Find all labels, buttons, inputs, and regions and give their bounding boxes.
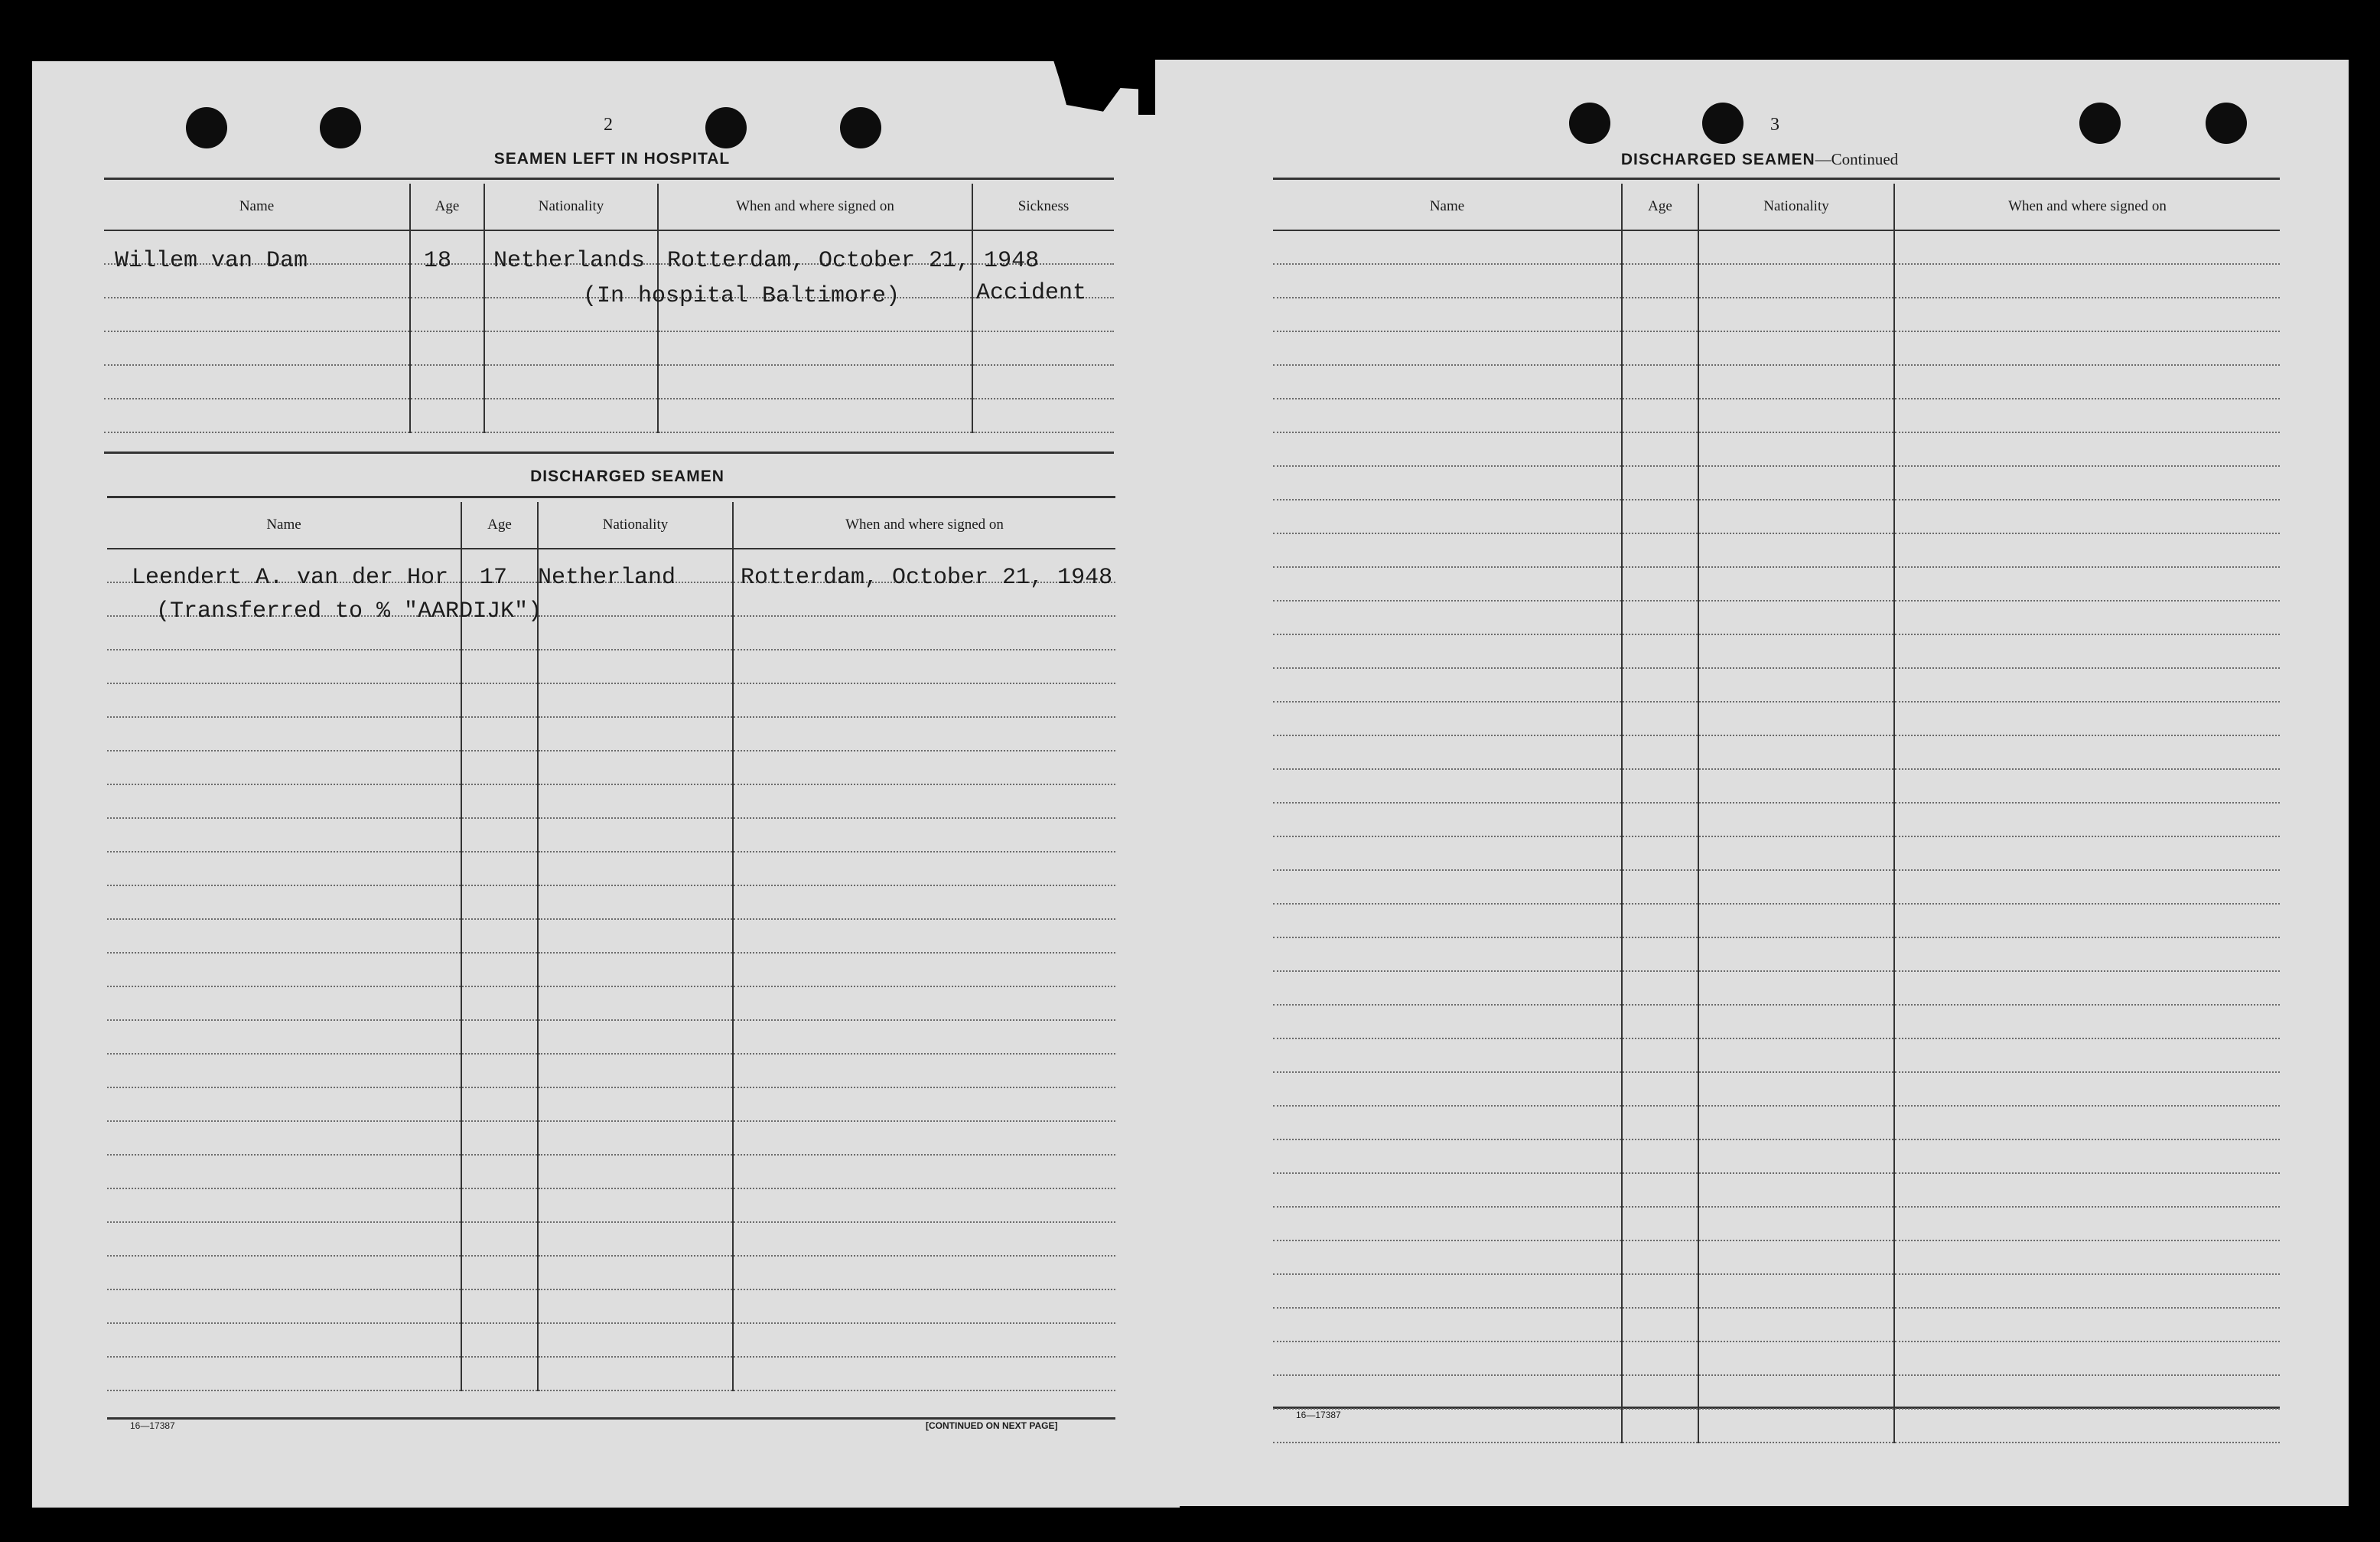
form-number: 16—17387 xyxy=(130,1420,175,1431)
table-row xyxy=(104,399,1114,432)
table-row xyxy=(1273,937,2280,971)
table-row xyxy=(1273,298,2280,331)
hospital-table xyxy=(104,178,1114,454)
col-header-signed-on: When and where signed on xyxy=(733,502,1115,549)
hospital-section-title: SEAMEN LEFT IN HOSPITAL xyxy=(493,150,731,168)
table-row xyxy=(1273,1342,2280,1375)
table-row xyxy=(1273,1207,2280,1240)
table-row xyxy=(107,1087,1115,1121)
table-row xyxy=(1273,230,2280,264)
discharged-entry-signed-on: Rotterdam, October 21, 1948 xyxy=(741,565,1113,591)
col-header-sickness: Sickness xyxy=(972,184,1114,230)
discharged-entry-nationality: Netherland xyxy=(538,565,676,591)
col-header-nationality: Nationality xyxy=(538,502,733,549)
right-section-title: DISCHARGED SEAMEN—Continued xyxy=(1620,150,1899,168)
table-row xyxy=(1273,1240,2280,1274)
col-header-age: Age xyxy=(461,502,538,549)
discharged-entry-age: 17 xyxy=(480,565,508,591)
binder-hole xyxy=(1702,103,1743,144)
table-row xyxy=(1273,1106,2280,1139)
page-gap xyxy=(1138,0,1155,115)
table-row xyxy=(107,683,1115,717)
table-row xyxy=(1273,769,2280,803)
table-row xyxy=(107,1020,1115,1054)
page-number: 3 xyxy=(1770,115,1779,135)
binder-hole xyxy=(2079,103,2121,144)
col-header-age: Age xyxy=(410,184,484,230)
binder-hole xyxy=(840,107,881,148)
table-row xyxy=(1273,1308,2280,1342)
table-row xyxy=(107,1256,1115,1289)
table-row xyxy=(104,365,1114,399)
table-row xyxy=(107,1188,1115,1222)
table-row xyxy=(1273,904,2280,937)
page-number: 2 xyxy=(604,115,613,135)
table-row xyxy=(1273,1139,2280,1173)
table-row xyxy=(107,986,1115,1020)
table-row xyxy=(107,1222,1115,1256)
table-row xyxy=(107,1155,1115,1188)
table-row xyxy=(107,818,1115,852)
binder-hole xyxy=(1569,103,1610,144)
table-row xyxy=(1273,803,2280,836)
table-row xyxy=(107,1289,1115,1323)
table-row xyxy=(1273,500,2280,533)
binder-hole xyxy=(186,107,227,148)
discharged-table xyxy=(107,496,1115,1420)
discharged-entry-note: (Transferred to % "AARDIJK") xyxy=(156,598,542,624)
table-row xyxy=(1273,1409,2280,1443)
table-row xyxy=(104,331,1114,365)
binder-hole xyxy=(320,107,361,148)
right-discharged-table xyxy=(1273,178,2280,1409)
form-number: 16—17387 xyxy=(1296,1410,1341,1420)
table-row xyxy=(1273,264,2280,298)
table-row xyxy=(107,1121,1115,1155)
table-row xyxy=(107,751,1115,784)
col-header-signed-on: When and where signed on xyxy=(658,184,972,230)
col-header-name: Name xyxy=(1273,184,1622,230)
discharged-section-title: DISCHARGED SEAMEN xyxy=(530,468,724,485)
table-row xyxy=(1273,399,2280,432)
discharged-entry-name: Leendert A. van der Hor xyxy=(132,565,449,591)
table-row xyxy=(107,1323,1115,1357)
table-row xyxy=(1273,702,2280,735)
table-row xyxy=(1273,1005,2280,1038)
col-header-name: Name xyxy=(104,184,410,230)
table-row xyxy=(1273,870,2280,904)
table-row xyxy=(1273,365,2280,399)
table-row xyxy=(1273,331,2280,365)
hospital-entry-nationality: Netherlands xyxy=(493,248,646,274)
table-row xyxy=(107,1054,1115,1087)
binder-hole xyxy=(2206,103,2247,144)
hospital-entry-sickness: Accident xyxy=(976,280,1087,306)
table-row xyxy=(107,717,1115,751)
table-row xyxy=(1273,735,2280,769)
table-row xyxy=(1273,634,2280,668)
table-row xyxy=(1273,601,2280,634)
col-header-nationality: Nationality xyxy=(1698,184,1894,230)
table-row xyxy=(107,1357,1115,1390)
table-row xyxy=(1273,668,2280,702)
table-row xyxy=(1273,567,2280,601)
table-row xyxy=(1273,971,2280,1005)
col-header-signed-on: When and where signed on xyxy=(1894,184,2280,230)
table-row xyxy=(1273,1274,2280,1308)
hospital-entry-signed-on: Rotterdam, October 21, 1948 xyxy=(667,248,1040,274)
table-row xyxy=(1273,432,2280,466)
table-row xyxy=(1273,1038,2280,1072)
col-header-nationality: Nationality xyxy=(484,184,658,230)
table-row xyxy=(1273,533,2280,567)
col-header-age: Age xyxy=(1622,184,1698,230)
table-row xyxy=(1273,1072,2280,1106)
col-header-name: Name xyxy=(107,502,461,549)
table-row xyxy=(1273,466,2280,500)
table-row xyxy=(1273,836,2280,870)
table-row xyxy=(107,784,1115,818)
table-row xyxy=(107,885,1115,919)
table-row xyxy=(107,919,1115,953)
continued-note: [CONTINUED ON NEXT PAGE] xyxy=(926,1420,1058,1431)
table-row xyxy=(1273,1375,2280,1409)
table-row xyxy=(107,650,1115,683)
hospital-entry-name: Willem van Dam xyxy=(115,248,308,274)
title-continued: —Continued xyxy=(1815,150,1899,168)
table-row xyxy=(107,852,1115,885)
table-row xyxy=(1273,1173,2280,1207)
binder-hole xyxy=(705,107,747,148)
table-row xyxy=(107,953,1115,986)
hospital-entry-note: (In hospital Baltimore) xyxy=(583,283,900,309)
hospital-entry-age: 18 xyxy=(424,248,452,274)
